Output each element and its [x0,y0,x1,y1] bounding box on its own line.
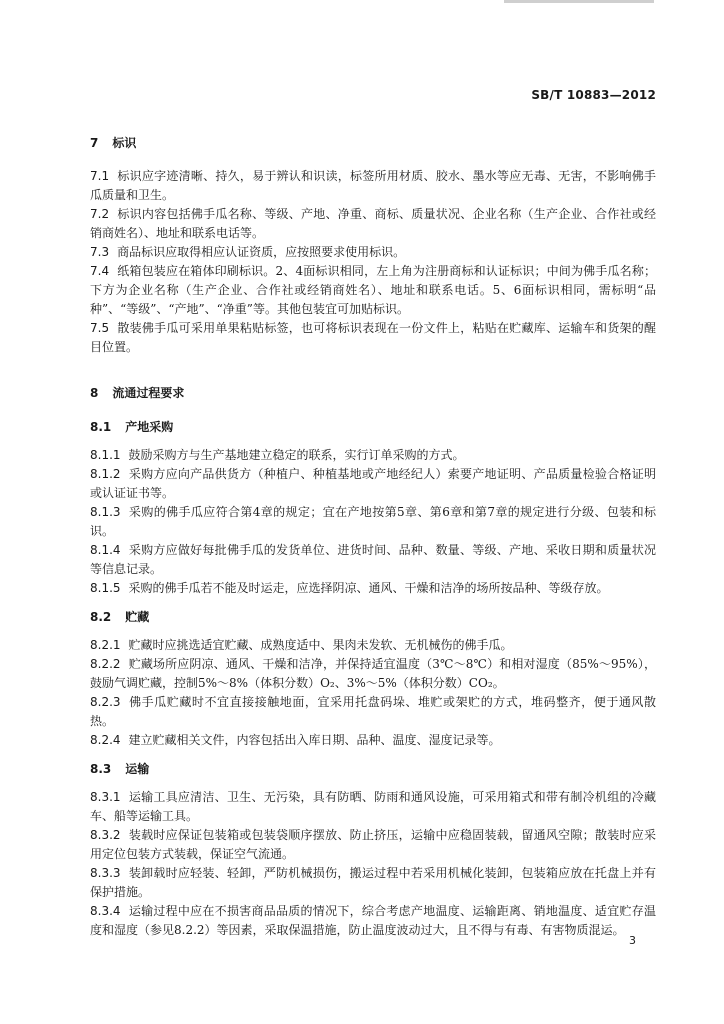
clause-number: 8.3.3 [90,866,121,880]
clause-7-1 [90,167,656,205]
section-number: 7 [90,136,99,150]
clause-text: 标识应字迹清晰、持久，易于辨认和识读，标签所用材质、胶水、墨水等应无毒、无害，不影响佛手瓜质量和卫生。 [90,169,656,202]
subsection-title: 贮藏 [125,610,150,624]
clause-8-2-4 [90,731,656,750]
clause-number: 8.1.4 [90,543,121,557]
clause-text: 装卸载时应轻装、轻卸，严防机械损伤，搬运过程中若采用机械化装卸，包装箱应放在托盘上并有保护措施。 [90,866,656,899]
clause-text: 贮藏时应挑选适宜贮藏、成熟度适中、果肉未发软、无机械伤的佛手瓜。 [128,638,513,652]
clause-text: 标识内容包括佛手瓜名称、等级、产地、净重、商标、质量状况、企业名称（生产企业、合作社或经销商姓名）、地址和联系电话等。 [90,207,656,240]
clause-text: 采购的佛手瓜若不能及时运走，应选择阴凉、通风、干燥和洁净的场所按品种、等级存放。 [128,581,609,595]
clause-8-1-1 [90,446,656,465]
clause-8-2-1 [90,636,656,655]
clause-text: 采购方应做好每批佛手瓜的发货单位、进货时间、品种、数量、等级、产地、采收日期和质量状况等信息记录。 [90,543,656,576]
subsection-number: 8.1 [90,420,112,434]
subsection-number: 8.3 [90,762,112,776]
subsection-8-1-heading [90,417,656,437]
clause-number: 7.3 [90,245,110,259]
clause-text: 贮藏场所应阴凉、通风、干燥和洁净，并保持适宜温度（3℃～8℃）和相对湿度（85%～95%），鼓励气调贮藏，控制5%～8%（体积分数）O₂、3%～5%（体积分数）CO₂。 [90,657,656,690]
clause-number: 7.4 [90,264,110,278]
section-title: 标识 [112,136,137,150]
clause-8-3-1 [90,788,656,826]
section-number: 8 [90,386,99,400]
clause-number: 8.3.2 [90,828,121,842]
clause-text: 装载时应保证包装箱或包装袋顺序摆放、防止挤压，运输中应稳固装载，留通风空隙；散装时应采用定位包装方式装载，保证空气流通。 [90,828,656,861]
clause-number: 8.2.2 [90,657,121,671]
clause-number: 8.1.5 [90,581,121,595]
clause-8-3-4 [90,902,656,940]
clause-number: 8.2.4 [90,733,121,747]
section-8-heading [90,383,656,403]
clause-number: 7.2 [90,207,110,221]
clause-8-1-3 [90,503,656,541]
clause-text: 散装佛手瓜可采用单果粘贴标签，也可将标识表现在一份文件上，粘贴在贮藏库、运输车和货架的醒目位置。 [90,321,656,354]
clause-8-1-4 [90,541,656,579]
clause-number: 8.1.2 [90,467,121,481]
clause-number: 8.2.1 [90,638,121,652]
section-title: 流通过程要求 [112,386,185,400]
page-number: 3 [629,934,636,947]
clause-7-2 [90,205,656,243]
clause-text: 运输过程中应在不损害商品品质的情况下，综合考虑产地温度、运输距离、销地温度、适宜贮存温度和湿度（参见8.2.2）等因素，采取保温措施，防止温度波动过大，且不得与有毒、有害物质混运。 [90,904,656,937]
clause-7-4 [90,262,656,319]
clause-number: 8.1.1 [90,448,121,462]
clause-text: 佛手瓜贮藏时不宜直接接触地面，宜采用托盘码垛、堆贮或架贮的方式，堆码整齐，便于通风散热。 [90,695,656,728]
clause-number: 8.1.3 [90,505,121,519]
clause-8-2-3 [90,693,656,731]
clause-number: 8.2.3 [90,695,121,709]
clause-8-3-2 [90,826,656,864]
clause-8-1-5 [90,579,656,598]
scan-edge-mark [504,0,654,3]
clause-number: 7.1 [90,169,110,183]
document-body [90,133,656,940]
clause-text: 采购的佛手瓜应符合第4章的规定；宜在产地按第5章、第6章和第7章的规定进行分级、包装和标识。 [90,505,656,538]
subsection-title: 产地采购 [125,420,174,434]
subsection-title: 运输 [125,762,150,776]
clause-8-3-3 [90,864,656,902]
clause-8-2-2 [90,655,656,693]
clause-text: 纸箱包装应在箱体印刷标识。2、4面标识相同，左上角为注册商标和认证标识；中间为佛手瓜名称；下方为企业名称（生产企业、合作社或经销商姓名）、地址和联系电话。5、6面标识相同，需标明“品种”、“等级”、“产地”、“净重”等。其他包装宜可加贴标识。 [90,264,656,316]
clause-number: 8.3.4 [90,904,121,918]
standard-code: SB/T 10883—2012 [531,88,656,102]
section-7-heading [90,133,656,153]
clause-text: 商品标识应取得相应认证资质，应按照要求使用标识。 [117,245,406,259]
clause-number: 7.5 [90,321,110,335]
clause-number: 8.3.1 [90,790,121,804]
clause-7-3 [90,243,656,262]
subsection-8-2-heading [90,607,656,627]
subsection-8-3-heading [90,759,656,779]
clause-text: 运输工具应清洁、卫生、无污染，具有防晒、防雨和通风设施，可采用箱式和带有制冷机组的冷藏车、船等运输工具。 [90,790,656,823]
subsection-number: 8.2 [90,610,112,624]
clause-text: 鼓励采购方与生产基地建立稳定的联系，实行订单采购的方式。 [128,448,465,462]
clause-7-5 [90,319,656,357]
clause-text: 采购方应向产品供货方（种植户、种植基地或产地经纪人）索要产地证明、产品质量检验合格证明或认证证书等。 [90,467,656,500]
clause-text: 建立贮藏相关文件，内容包括出入库日期、品种、温度、湿度记录等。 [128,733,501,747]
clause-8-1-2 [90,465,656,503]
